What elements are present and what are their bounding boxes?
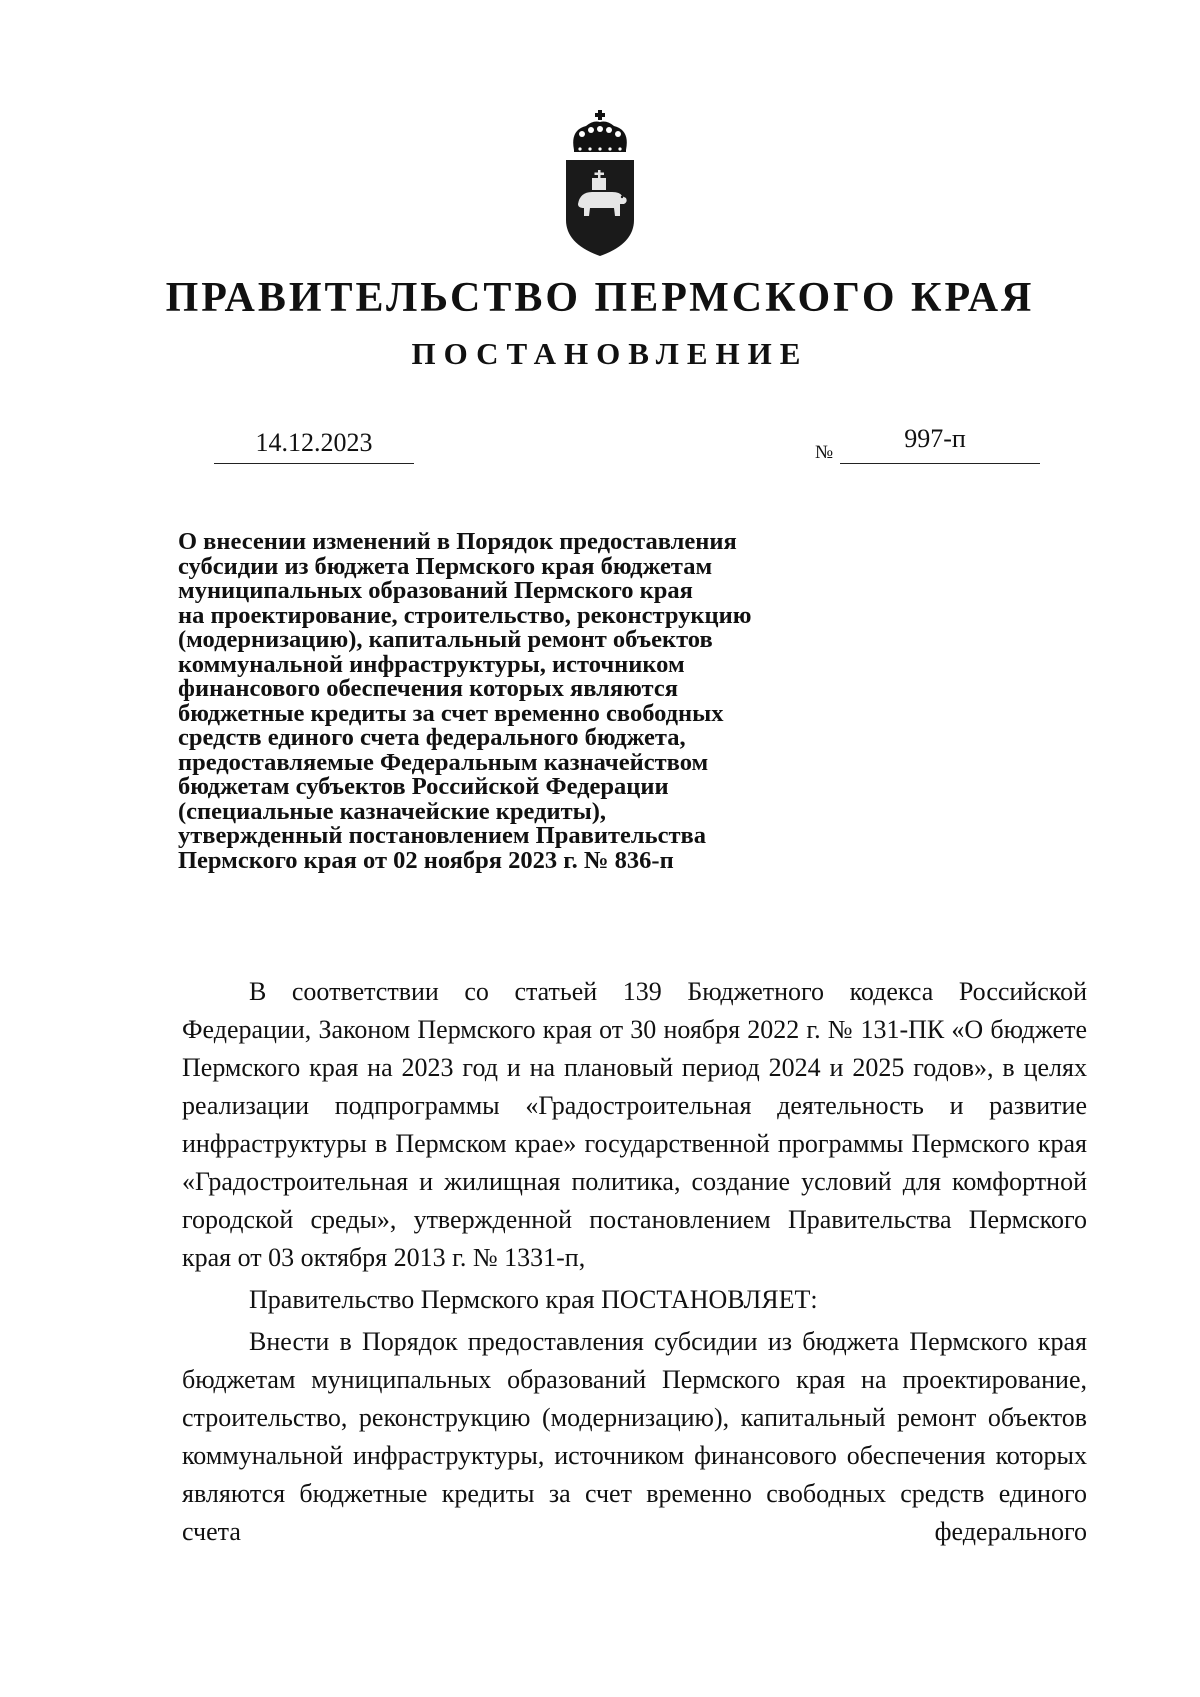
government-title: ПРАВИТЕЛЬСТВО ПЕРМСКОГО КРАЯ — [165, 275, 1035, 321]
subject-line: на проектирование, строительство, реконструкцию — [178, 601, 752, 629]
subject-line: О внесении изменений в Порядок предоставления — [178, 528, 737, 555]
coat-of-arms-icon — [560, 108, 640, 258]
document-body — [182, 973, 1087, 1551]
subject-line: (модернизацию), капитальный ремонт объектов — [178, 626, 713, 653]
subject-line: бюджетные кредиты за счет временно свободных — [178, 699, 724, 727]
subject-line: средств единого счета федерального бюджета, — [178, 724, 686, 751]
number-underline — [840, 463, 1040, 464]
subject-line: (специальные казначейские кредиты), — [178, 797, 607, 825]
subject-line: муниципальных образований Пермского края — [178, 577, 693, 604]
date-underline — [214, 463, 414, 464]
amendment-paragraph: Внести в Порядок предоставления субсидии из бюджета Пермского края бюджетам муниципальных образований Пермского края на проектирование, строительство, реконструкцию (модернизацию), капитальный ремонт объектов коммунальной инфраструктуры, источником финансового обеспечения которых являются бюджетные кредиты за счет временно свободных средств единого счета федерального — [182, 1327, 1087, 1546]
subject-line: финансового обеспечения которых являются — [178, 675, 679, 702]
document-number: 997-п — [904, 424, 966, 453]
subject-line: утвержденный постановлением Правительства — [178, 822, 706, 849]
resolution-paragraph: Правительство Пермского края ПОСТАНОВЛЯЕТ: — [249, 1285, 818, 1314]
document-type-title: ПОСТАНОВЛЕНИЕ — [411, 336, 809, 371]
subject-line: бюджетам субъектов Российской Федерации — [178, 773, 669, 800]
preamble-paragraph: В соответствии со статьей 139 Бюджетного кодекса Российской Федерации, Законом Пермского края от 30 ноября 2022 г. № 131-ПК «О бюджете Пермского края на 2023 год и на плановый период 2024 и 2025 годов», в целях реализации подпрограммы «Градостроительная деятельность и развитие инфраструктуры в Пермском крае» государственной программы Пермского края «Градостроительная и жилищная политика, создание условий для комфортной городской среды», утвержденной постановлением Правительства Пермского края от 03 октября 2013 г. № 1331-п, — [182, 977, 1087, 1272]
document-date: 14.12.2023 — [255, 428, 373, 457]
subject-line: предоставляемые Федеральным казначейством — [178, 748, 709, 776]
subject-line: субсидии из бюджета Пермского края бюджетам — [178, 552, 713, 580]
number-sign: № — [815, 442, 834, 463]
subject-line: Пермского края от 02 ноября 2023 г. № 836-п — [178, 846, 674, 874]
subject-line: коммунальной инфраструктуры, источником — [178, 650, 685, 678]
document-subject — [178, 530, 878, 873]
